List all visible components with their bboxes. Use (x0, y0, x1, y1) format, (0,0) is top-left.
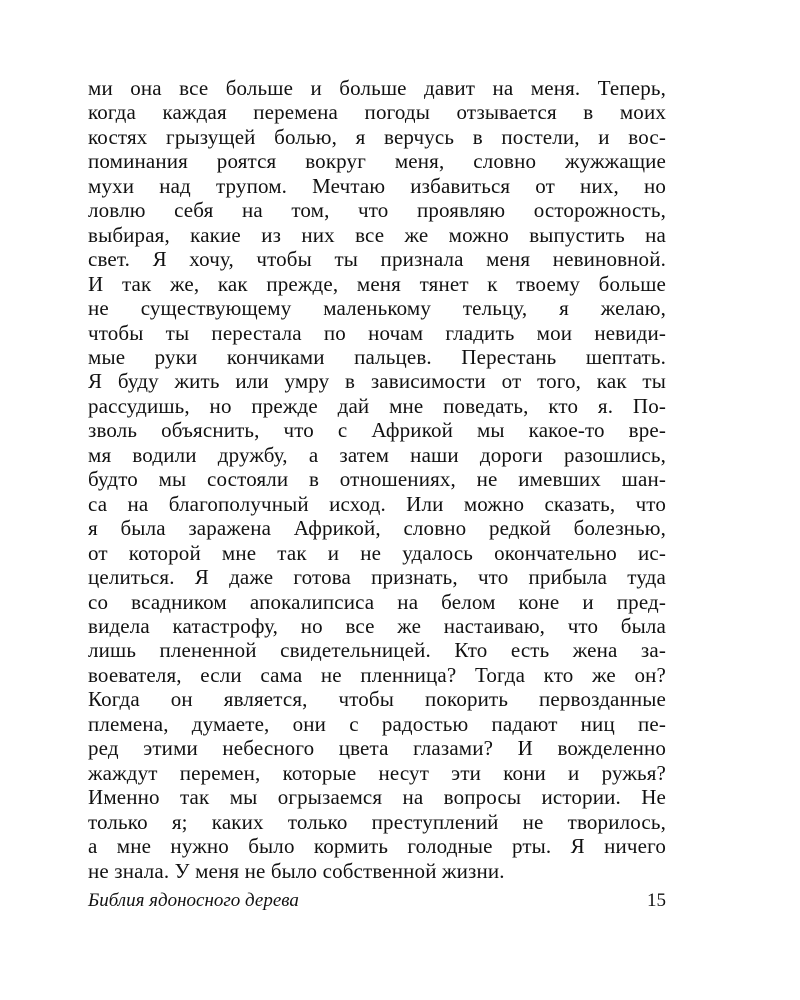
text-line: выбирая, какие из них все же можно выпустить на (88, 222, 666, 247)
text-line: мухи над трупом. Мечтаю избавиться от них, но (88, 173, 666, 198)
text-line: от которой мне так и не удалось окончательно ис- (88, 540, 666, 565)
text-line: не знала. У меня не было собственной жизни. (88, 858, 505, 883)
body-text (88, 76, 666, 883)
text-line: ред этими небесного цвета глазами? И вожделенно (88, 736, 666, 761)
text-line: И так же, как прежде, меня тянет к твоему больше (88, 271, 666, 296)
book-page (88, 76, 666, 883)
text-line: поминания роятся вокруг меня, словно жужжащие (88, 149, 666, 174)
text-line: ми она все больше и больше давит на меня. Теперь, (88, 76, 666, 100)
text-line: мые руки кончиками пальцев. Перестань шептать. (88, 344, 666, 369)
text-line: рассудишь, но прежде дай мне поведать, кто я. По- (88, 393, 666, 418)
text-line: костях грызущей болью, я верчусь в постели, и вос- (88, 124, 666, 149)
text-line: видела катастрофу, но все же настаиваю, что была (88, 613, 666, 638)
text-line: Именно так мы огрызаемся на вопросы истории. Не (88, 785, 666, 810)
text-line: целиться. Я даже готова признать, что прибыла туда (88, 565, 666, 590)
text-line: со всадником апокалипсиса на белом коне и пред- (88, 589, 666, 614)
text-line: лишь плененной свидетельницей. Кто есть жена за- (88, 638, 666, 663)
text-line: будто мы состояли в отношениях, не имевших шан- (88, 467, 666, 492)
text-line: жаждут перемен, которые несут эти кони и ружья? (88, 760, 666, 785)
text-line: Я буду жить или умру в зависимости от того, как ты (88, 369, 666, 394)
text-line: воевателя, если сама не пленница? Тогда кто же он? (88, 662, 666, 687)
text-line: ловлю себя на том, что проявляю осторожность, (88, 198, 666, 223)
text-line: племена, думаете, они с радостью падают ниц пе- (88, 711, 666, 736)
text-line: свет. Я хочу, чтобы ты признала меня невиновной. (88, 247, 666, 272)
text-line: не существующему маленькому тельцу, я желаю, (88, 296, 666, 321)
text-line: чтобы ты перестала по ночам гладить мои невиди- (88, 320, 666, 345)
text-line: мя водили дружбу, а затем наши дороги разошлись, (88, 442, 666, 467)
text-line: когда каждая перемена погоды отзывается в моих (88, 100, 666, 125)
text-line: только я; каких только преступлений не творилось, (88, 809, 666, 834)
page-number: 15 (647, 890, 666, 911)
text-line: Когда он является, чтобы покорить первозданные (88, 687, 666, 712)
text-line: я была заражена Африкой, словно редкой болезнью, (88, 516, 666, 541)
page-footer (88, 889, 666, 915)
text-line: зволь объяснить, что с Африкой мы какое-то вре- (88, 418, 666, 443)
running-footer-title: Библия ядоносного дерева (88, 890, 299, 911)
text-line: а мне нужно было кормить голодные рты. Я ничего (88, 834, 666, 859)
text-line: са на благополучный исход. Или можно сказать, что (88, 491, 666, 516)
